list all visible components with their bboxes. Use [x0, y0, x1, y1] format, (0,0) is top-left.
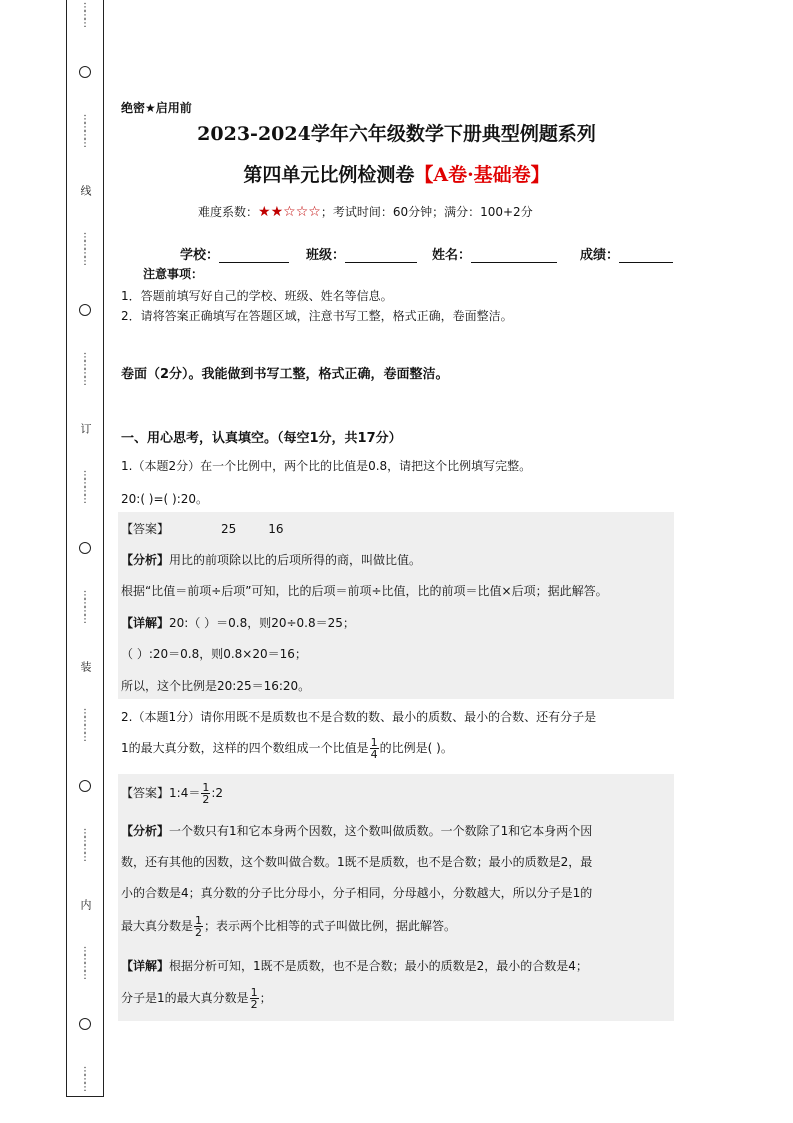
section-1-heading: 一、用心思考，认真填空。（每空1分，共17分）	[121, 431, 402, 446]
q2-detail-2-tail: ；	[259, 991, 272, 1005]
q2-detail-2-text: 分子是1的最大真分数是	[121, 991, 249, 1005]
fraction-numerator: 1	[195, 914, 203, 927]
dotted-line: ⋮ ⋮ ⋮ ⋮	[80, 946, 90, 982]
fraction-numerator: 1	[250, 986, 258, 999]
binding-circle	[79, 304, 91, 316]
name-blank[interactable]	[471, 250, 557, 263]
binding-char-ding: 订	[79, 423, 92, 435]
q2-detail-fraction	[250, 987, 259, 1010]
dotted-line: ⋮ ⋮ ⋮	[80, 1065, 90, 1093]
difficulty-label: 难度系数：	[198, 205, 259, 219]
notes-title: 注意事项：	[143, 267, 204, 281]
q1-answer	[121, 520, 284, 537]
binding-circle	[79, 780, 91, 792]
empty-star-icon: ☆	[283, 204, 296, 220]
binding-circle	[79, 66, 91, 78]
fraction-denominator: 2	[250, 998, 258, 1011]
dotted-line: ⋮ ⋮ ⋮ ⋮	[80, 708, 90, 744]
q2-analysis-3: 小的合数是4；真分数的分子比分母小，分子相同，分母越小，分数越大，所以分子是1的	[121, 886, 593, 900]
q1-analysis-2: 根据“比值＝前项÷后项”可知，比的后项＝前项÷比值，比的前项＝比值×后项；据此解答。	[121, 584, 608, 598]
q1-detail-1-text: 20:（ ）＝0.8，则20÷0.8＝25；	[169, 616, 355, 630]
q2-answer-fraction	[201, 782, 210, 805]
subtitle-tag: 【A卷·基础卷】	[414, 164, 550, 186]
q1-stem: 1.（本题2分）在一个比例中，两个比的比值是0.8，请把这个比例填写完整。	[121, 459, 532, 473]
q2-stem-fraction	[370, 737, 379, 760]
notes-item-2: 2．请将答案正确填写在答题区域，注意书写工整，格式正确，卷面整洁。	[121, 309, 513, 323]
empty-star-icon: ☆	[295, 204, 309, 220]
empty-star-icon: ☆	[308, 204, 321, 220]
q2-analysis-4	[121, 915, 456, 938]
subtitle-main: 第四单元比例检测卷	[243, 164, 415, 186]
page-subtitle	[0, 160, 793, 187]
class-label: 班级：	[306, 248, 346, 263]
fraction-denominator: 2	[195, 926, 203, 939]
dotted-line: ⋮ ⋮ ⋮ ⋮	[80, 589, 90, 625]
difficulty-stars	[258, 205, 321, 219]
answer-label: 【答案】	[121, 522, 170, 536]
q1-answer-block	[118, 512, 674, 699]
q2-analysis-4-tail: ；表示两个比相等的式子叫做比例，据此解答。	[204, 919, 457, 933]
dotted-line: ⋮ ⋮ ⋮ ⋮	[80, 232, 90, 268]
detail-label: 【详解】	[121, 959, 170, 973]
q2-analysis-4-text: 最大真分数是	[121, 919, 194, 933]
q1-detail-1	[121, 614, 355, 631]
dotted-line: ⋮ ⋮ ⋮ ⋮	[80, 113, 90, 149]
name-label: 姓名：	[432, 248, 472, 263]
q1-analysis	[121, 551, 421, 568]
answer-label: 【答案】	[121, 786, 170, 800]
dotted-line: ⋮ ⋮ ⋮ ⋮	[80, 470, 90, 506]
class-blank[interactable]	[345, 250, 417, 263]
q2-answer-tail: :2	[211, 786, 224, 800]
fraction-numerator: 1	[370, 736, 378, 749]
q2-detail-1	[121, 957, 588, 974]
juanmian-statement: 卷面（2分）。我能做到书写工整，格式正确，卷面整洁。	[121, 367, 449, 382]
fraction-numerator: 1	[202, 781, 210, 794]
filled-star-icon: ★	[258, 204, 271, 220]
q1-answer-1: 25	[221, 522, 237, 536]
binding-char-xian: 线	[79, 185, 92, 197]
fraction-denominator: 4	[370, 748, 378, 761]
notes-item-1: 1．答题前填写好自己的学校、班级、姓名等信息。	[121, 289, 393, 303]
score-blank[interactable]	[619, 250, 673, 263]
q1-answer-2: 16	[268, 522, 284, 536]
q1-blank-line: 20:( )=( ):20。	[121, 492, 209, 506]
class-field[interactable]	[306, 244, 417, 263]
q2-analysis-1-text: 一个数只有1和它本身两个因数，这个数叫做质数。一个数除了1和它本身两个因	[169, 824, 593, 838]
dotted-line: ⋮ ⋮ ⋮ ⋮	[80, 827, 90, 863]
secret-label: 绝密★启用前	[121, 101, 192, 115]
q2-analysis-2: 数，还有其他的因数，这个数叫做合数。1既不是质数，也不是合数；最小的质数是2，最	[121, 855, 593, 869]
score-label: 成绩：	[580, 248, 620, 263]
exam-info: ；考试时间：60分钟；满分：100+2分	[320, 205, 533, 219]
q2-stem-2-blank: 的比例是( )。	[379, 741, 453, 755]
analysis-label: 【分析】	[121, 553, 170, 567]
q2-stem-2	[121, 737, 453, 760]
name-field[interactable]	[432, 244, 557, 263]
score-field[interactable]	[580, 244, 673, 263]
school-label: 学校：	[180, 248, 220, 263]
dotted-line: ⋮ ⋮ ⋮	[80, 2, 90, 29]
q2-answer	[121, 782, 223, 805]
q2-stem-2-text: 1的最大真分数，这样的四个数组成一个比值是	[121, 741, 369, 755]
binding-char-nei: 内	[79, 899, 92, 911]
fraction-denominator: 2	[202, 793, 210, 806]
exam-meta	[198, 203, 533, 220]
binding-circle	[79, 1018, 91, 1030]
binding-char-zhuang: 装	[79, 661, 92, 673]
q1-detail-3: 所以，这个比例是20:25＝16:20。	[121, 679, 311, 693]
filled-star-icon: ★	[270, 204, 284, 220]
q2-stem-1: 2.（本题1分）请你用既不是质数也不是合数的数、最小的质数、最小的合数、还有分子是	[121, 710, 597, 724]
q1-detail-2: （ ）:20＝0.8，则0.8×20＝16；	[121, 647, 307, 661]
q2-detail-2	[121, 987, 272, 1010]
school-blank[interactable]	[219, 250, 289, 263]
q2-answer-text: 1:4＝	[169, 786, 201, 800]
dotted-line: ⋮ ⋮ ⋮ ⋮	[80, 351, 90, 387]
detail-label: 【详解】	[121, 616, 170, 630]
binding-circle	[79, 542, 91, 554]
page-title: 2023-2024学年六年级数学下册典型例题系列	[197, 123, 596, 145]
analysis-label: 【分析】	[121, 824, 170, 838]
school-field[interactable]	[180, 244, 289, 263]
q1-analysis-text: 用比的前项除以比的后项所得的商，叫做比值。	[169, 553, 422, 567]
q2-detail-1-text: 根据分析可知，1既不是质数，也不是合数；最小的质数是2，最小的合数是4；	[169, 959, 588, 973]
q2-analysis-fraction	[194, 915, 203, 938]
q2-analysis-1	[121, 822, 592, 839]
